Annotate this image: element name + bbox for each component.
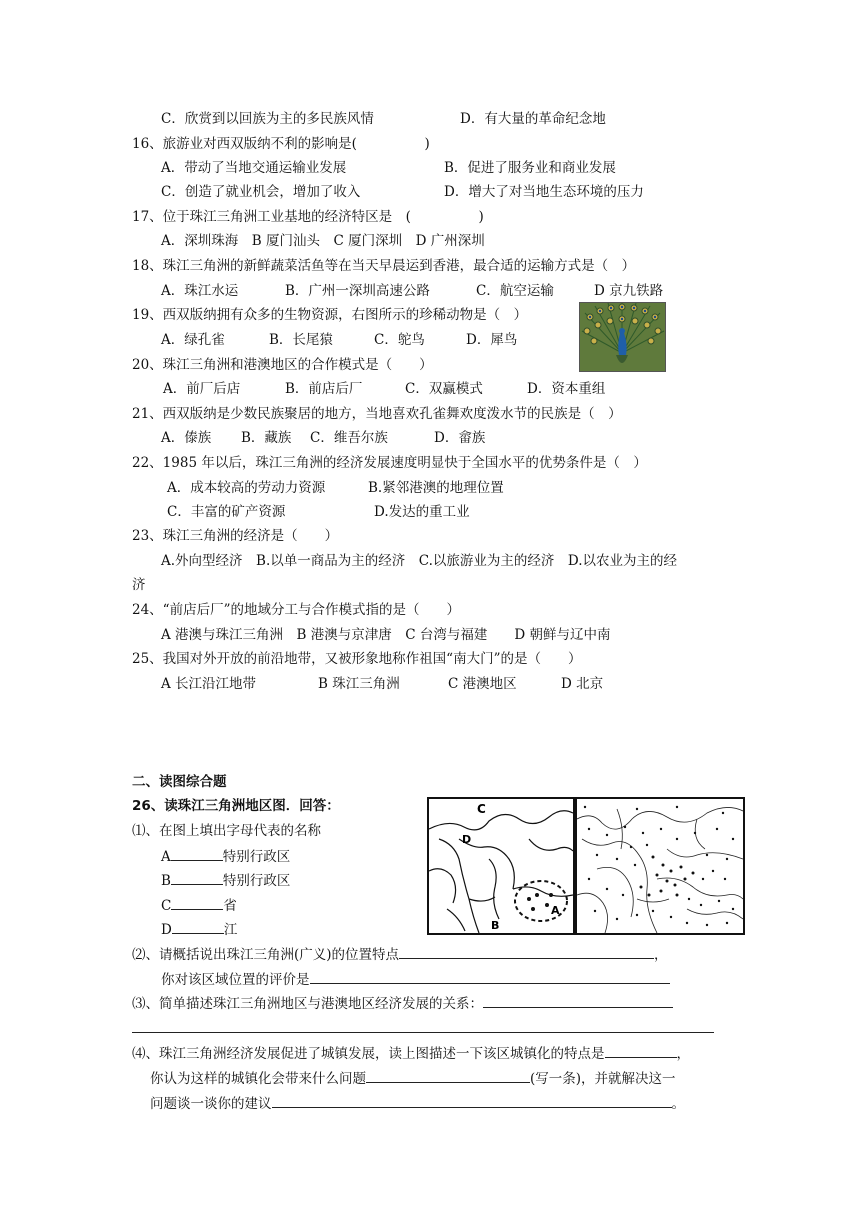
- fill-b-letter: B: [161, 873, 171, 889]
- q17-stem: 17、位于珠江三角洲工业基地的经济特区是 ( ): [132, 209, 484, 225]
- q16-option-b: B．促进了服务业和商业发展: [444, 160, 616, 176]
- q23-options: A.外向型经济 B.以单一商品为主的经济 C.以旅游业为主的经济 D.以农业为主的经: [161, 553, 678, 569]
- q21-option-a: A．傣族: [161, 430, 212, 446]
- q17-options: A．深圳珠海 B 厦门汕头 C 厦门深圳 D 广州深圳: [161, 233, 485, 249]
- fill-d-letter: D: [161, 922, 172, 938]
- q25-option-a: A 长江沿江地带: [161, 676, 257, 692]
- q18-option-a: A．珠江水运: [161, 283, 239, 299]
- q16-option-c: C．创造了就业机会，增加了收入: [161, 184, 361, 200]
- q16-option-d: D．增大了对当地生态环境的压力: [444, 184, 644, 200]
- q20-option-b: B．前店后厂: [285, 381, 363, 397]
- q26-part2b: [161, 970, 670, 989]
- fill-a-suffix: 特别行政区: [222, 849, 291, 865]
- q19-option-c: C．鸵鸟: [374, 332, 425, 348]
- q20-stem: 20、珠江三角洲和港澳地区的合作模式是（ ）: [132, 357, 433, 373]
- q16-stem: 16、旅游业对西双版纳不利的影响是( ): [132, 136, 430, 152]
- q26-part3: [132, 994, 673, 1013]
- q22-option-a: A．成本较高的劳动力资源: [167, 480, 326, 496]
- fill-b: [161, 871, 290, 890]
- fill-b-blank[interactable]: [171, 871, 223, 885]
- q25-option-d: D 北京: [561, 676, 604, 692]
- q22-option-d: D.发达的重工业: [374, 504, 470, 520]
- q26-part3-blank[interactable]: [483, 994, 673, 1008]
- peacock-photo: [579, 302, 666, 372]
- q26-part2-end: ，: [654, 947, 668, 963]
- q26-part2b-text: 你对该区域位置的评价是: [161, 972, 310, 988]
- section-heading: 二、读图综合题: [132, 774, 227, 790]
- q15-option-d: D．有大量的革命纪念地: [460, 111, 606, 127]
- q18-option-c: C．航空运输: [476, 283, 554, 299]
- q24-stem: 24、“前店后厂”的地域分工与合作模式指的是（ ）: [132, 602, 460, 618]
- q19-stem: 19、西双版纳拥有众多的生物资源，右图所示的珍稀动物是（ ）: [132, 307, 528, 323]
- q19-option-b: B．长尾猿: [269, 332, 333, 348]
- fill-b-suffix: 特别行政区: [222, 873, 291, 889]
- q20-option-a: A．前厂后店: [163, 381, 241, 397]
- q26-part4-end: ，: [676, 1046, 690, 1062]
- q25-option-b: B 珠江三角洲: [318, 676, 400, 692]
- fill-d-blank[interactable]: [172, 920, 224, 934]
- q19-option-d: D．犀鸟: [466, 332, 518, 348]
- q25-option-c: C 港澳地区: [448, 676, 517, 692]
- q26-part4c: [150, 1094, 685, 1113]
- fill-c-suffix: 省: [223, 898, 237, 914]
- map-label-c: C: [477, 802, 486, 816]
- fill-a-letter: A: [161, 849, 171, 865]
- q26-part2b-blank[interactable]: [310, 970, 670, 984]
- q16-option-a: A．带动了当地交通运输业发展: [161, 160, 347, 176]
- q21-option-b: B．藏族: [241, 430, 292, 446]
- q26-part3-text: ⑶、简单描述珠江三角洲地区与港澳地区经济发展的关系：: [132, 996, 483, 1012]
- q22-option-c: C．丰富的矿产资源: [167, 504, 286, 520]
- map-label-a: A: [551, 904, 560, 917]
- q18-option-d: D 京九铁路: [594, 283, 664, 299]
- q26-title: 26、读珠江三角洲地区图．回答：: [132, 798, 340, 814]
- q26-part4-blank[interactable]: [605, 1044, 677, 1058]
- q19-option-a: A．绿孔雀: [161, 332, 225, 348]
- q26-part2: [132, 945, 668, 964]
- q26-part3-answer-line[interactable]: [132, 1032, 714, 1033]
- q26-part4b: [150, 1069, 676, 1088]
- q26-part4-text: ⑷、珠江三角洲经济发展促进了城镇发展，读上图描述一下该区城镇化的特点是: [132, 1046, 605, 1062]
- q26-part1: ⑴、在图上填出字母代表的名称: [132, 823, 321, 839]
- fill-a-blank[interactable]: [171, 847, 223, 861]
- q21-option-c: C．维吾尔族: [310, 430, 388, 446]
- fill-a: [161, 847, 290, 866]
- urban-distribution-map: [575, 797, 745, 935]
- q20-option-d: D．资本重组: [527, 381, 606, 397]
- q26-part4b-text: 你认为这样的城镇化会带来什么问题: [150, 1071, 366, 1087]
- q23-wrap: 济: [132, 577, 146, 593]
- fill-c-letter: C: [161, 898, 172, 914]
- q26-part2-blank[interactable]: [399, 945, 654, 959]
- q15-option-c: C．欣赏到以回族为主的多民族风情: [161, 111, 374, 127]
- q20-option-c: C．双赢模式: [405, 381, 483, 397]
- q21-option-d: D．畲族: [434, 430, 486, 446]
- q26-part4: [132, 1044, 690, 1063]
- map-label-b: B: [491, 919, 500, 932]
- q18-option-b: B．广州一深圳高速公路: [285, 283, 430, 299]
- q18-stem: 18、珠江三角洲的新鲜蔬菜活鱼等在当天早晨运到香港，最合适的运输方式是（ ）: [132, 258, 636, 274]
- q26-part4c-text: 问题谈一谈你的建议: [150, 1096, 272, 1112]
- q26-part4b-blank[interactable]: [366, 1069, 530, 1083]
- fill-d-suffix: 江: [223, 922, 238, 938]
- q26-part4c-blank[interactable]: [272, 1094, 672, 1108]
- q24-options: A 港澳与珠江三角洲 B 港澳与京津唐 C 台湾与福建 D 朝鲜与辽中南: [161, 627, 611, 643]
- fill-c-blank[interactable]: [171, 896, 223, 910]
- q26-part4b-mid: (写一条)，并就解决这一: [530, 1071, 676, 1087]
- q26-part4c-end: 。: [671, 1096, 685, 1112]
- q21-stem: 21、西双版纳是少数民族聚居的地方，当地喜欢孔雀舞欢度泼水节的民族是（ ）: [132, 406, 622, 422]
- map-label-d: D: [462, 833, 472, 846]
- pearl-river-delta-labeled-map: [427, 797, 575, 935]
- q22-stem: 22、1985 年以后，珠江三角洲的经济发展速度明显快于全国水平的优势条件是（ ）: [132, 455, 647, 471]
- q26-part2-text: ⑵、请概括说出珠江三角洲(广义)的位置特点: [132, 947, 400, 963]
- q25-stem: 25、我国对外开放的前沿地带，又被形象地称作祖国“南大门”的是（ ）: [132, 651, 582, 667]
- fill-d: [161, 920, 237, 939]
- q23-stem: 23、珠江三角洲的经济是（ ）: [132, 528, 339, 544]
- q22-option-b: B.紧邻港澳的地理位置: [368, 480, 504, 496]
- fill-c: [161, 896, 237, 915]
